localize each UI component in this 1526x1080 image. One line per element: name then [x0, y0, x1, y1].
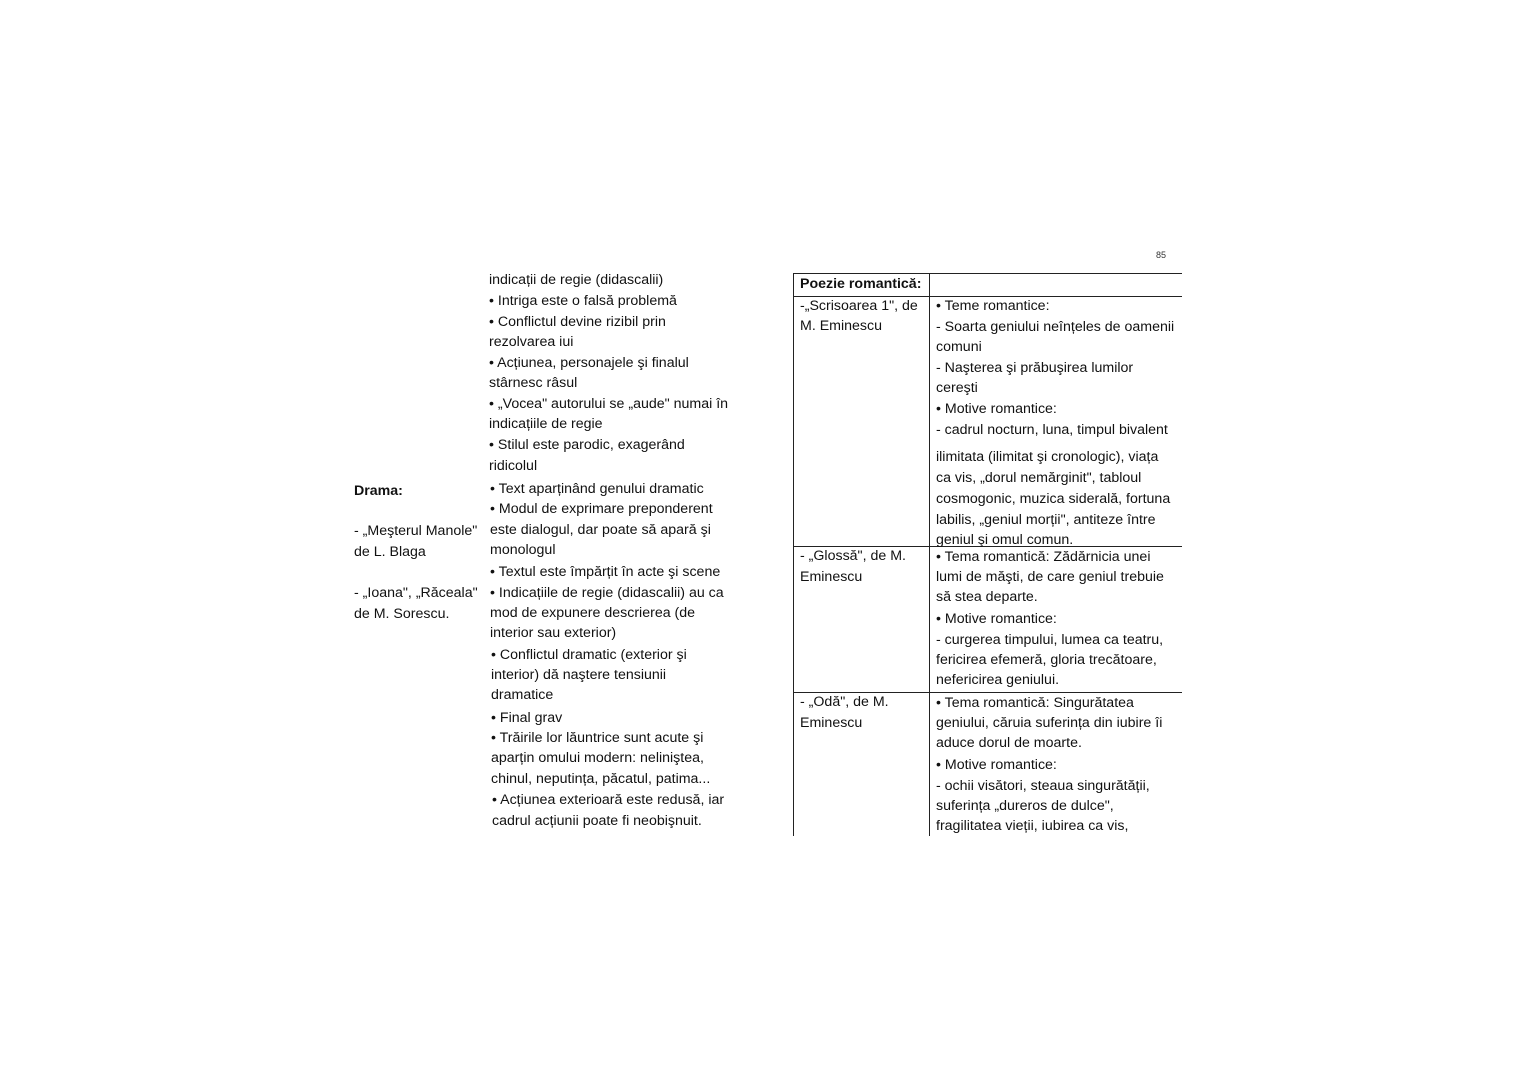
mid-line: cadrul acțiunii poate fi neobişnuit. [492, 813, 702, 829]
table-border-left [793, 273, 794, 836]
row-content: • Tema romantică: Singurătatea [936, 695, 1134, 711]
mid-line: stârnesc râsul [489, 375, 578, 391]
mid-line: ridicolul [489, 458, 538, 474]
row-title: Eminescu [800, 715, 863, 731]
row-title: - „Glossă", de M. [800, 548, 906, 564]
row-content: - Naşterea şi prăbuşirea lumilor [936, 360, 1134, 376]
mid-line: • Final grav [491, 710, 563, 726]
row-title: - „Odă", de M. [800, 694, 889, 710]
row-content: cosmogonic, muzica siderală, fortuna [936, 491, 1171, 507]
mid-line: aparțin omului modern: neliniştea, [491, 750, 704, 766]
row-title: M. Eminescu [800, 318, 882, 334]
row-content: suferința „dureros de dulce", [936, 798, 1114, 814]
row-title: -„Scrisoarea 1", de [800, 298, 918, 314]
page-number: 85 [1156, 250, 1167, 260]
row-content: • Motive romantice: [936, 757, 1057, 773]
mid-line: • Indicațiile de regie (didascalii) au ca [490, 585, 724, 601]
row-content: - cadrul nocturn, luna, timpul bivalent [936, 422, 1168, 438]
mid-line: interior) dă naştere tensiunii [491, 667, 667, 683]
drama-label: Drama: [354, 483, 403, 499]
row-content: aduce dorul de moarte. [936, 735, 1082, 751]
row-content: fragilitatea vieții, iubirea ca vis, [936, 818, 1129, 834]
work-line: de M. Sorescu. [354, 606, 450, 622]
row-content: • Motive romantice: [936, 611, 1057, 627]
row-content: să stea departe. [936, 589, 1038, 605]
mid-line: • Acțiunea exterioară este redusă, iar [492, 792, 725, 808]
mid-line: • Conflictul dramatic (exterior şi [491, 647, 687, 663]
mid-line: • Conflictul devine rizibil prin [489, 314, 666, 330]
row-content: • Teme romantice: [936, 298, 1050, 314]
mid-line: este dialogul, dar poate să apară şi [490, 522, 711, 538]
mid-line: indicațiile de regie [489, 416, 603, 432]
row-content: fericirea efemeră, gloria trecătoare, [936, 652, 1157, 668]
mid-line: • Intriga este o falsă problemă [489, 293, 677, 309]
mid-line: • „Vocea" autorului se „aude" numai în [489, 396, 729, 412]
row-content: • Motive romantice: [936, 401, 1057, 417]
mid-line: • Text aparținând genului dramatic [490, 481, 704, 497]
row-content: geniului, căruia suferința din iubire îi [936, 715, 1163, 731]
work-line: de L. Blaga [354, 544, 426, 560]
work-line: - „Ioana", „Răceala" [354, 585, 478, 601]
table-border-mid [929, 273, 930, 836]
mid-line: chinul, neputința, păcatul, patima... [491, 771, 711, 787]
mid-line: mod de expunere descrierea (de [490, 605, 696, 621]
mid-line: • Acțiunea, personajele şi finalul [489, 355, 689, 371]
row-title: Eminescu [800, 569, 863, 585]
mid-line: indicații de regie (didascalii) [489, 272, 664, 288]
row-content: cereşti [936, 380, 978, 396]
row-content: ilimitata (ilimitat şi cronologic), viața [936, 449, 1159, 465]
work-line: - „Meşterul Manole" [354, 523, 478, 539]
mid-line: • Trăirile lor lăuntrice sunt acute şi [491, 730, 704, 746]
mid-line: rezolvarea iui [489, 334, 574, 350]
mid-line: • Stilul este parodic, exagerând [489, 437, 685, 453]
table-header: Poezie romantică: [800, 276, 922, 292]
mid-line: interior sau exterior) [490, 625, 617, 641]
row-content: geniul şi omul comun. [936, 532, 1074, 548]
mid-line: • Modul de exprimare preponderent [490, 501, 713, 517]
row-content: lumi de măşti, de care geniul trebuie [936, 569, 1164, 585]
row-content: - Soarta geniului neînțeles de oamenii [936, 319, 1175, 335]
row-content: - curgerea timpului, lumea ca teatru, [936, 632, 1164, 648]
mid-line: dramatice [491, 687, 554, 703]
row-content: labilis, „geniul morții", antiteze între [936, 512, 1156, 528]
mid-line: • Textul este împărțit în acte şi scene [490, 564, 721, 580]
row-content: • Tema romantică: Zădărnicia unei [936, 549, 1151, 565]
row-content: - ochii visători, steaua singurătății, [936, 778, 1150, 794]
row-content: nefericirea geniului. [936, 672, 1060, 688]
row-content: ca vis, „dorul nemărginit", tabloul [936, 470, 1142, 486]
mid-line: monologul [490, 542, 556, 558]
row-content: comuni [936, 339, 982, 355]
